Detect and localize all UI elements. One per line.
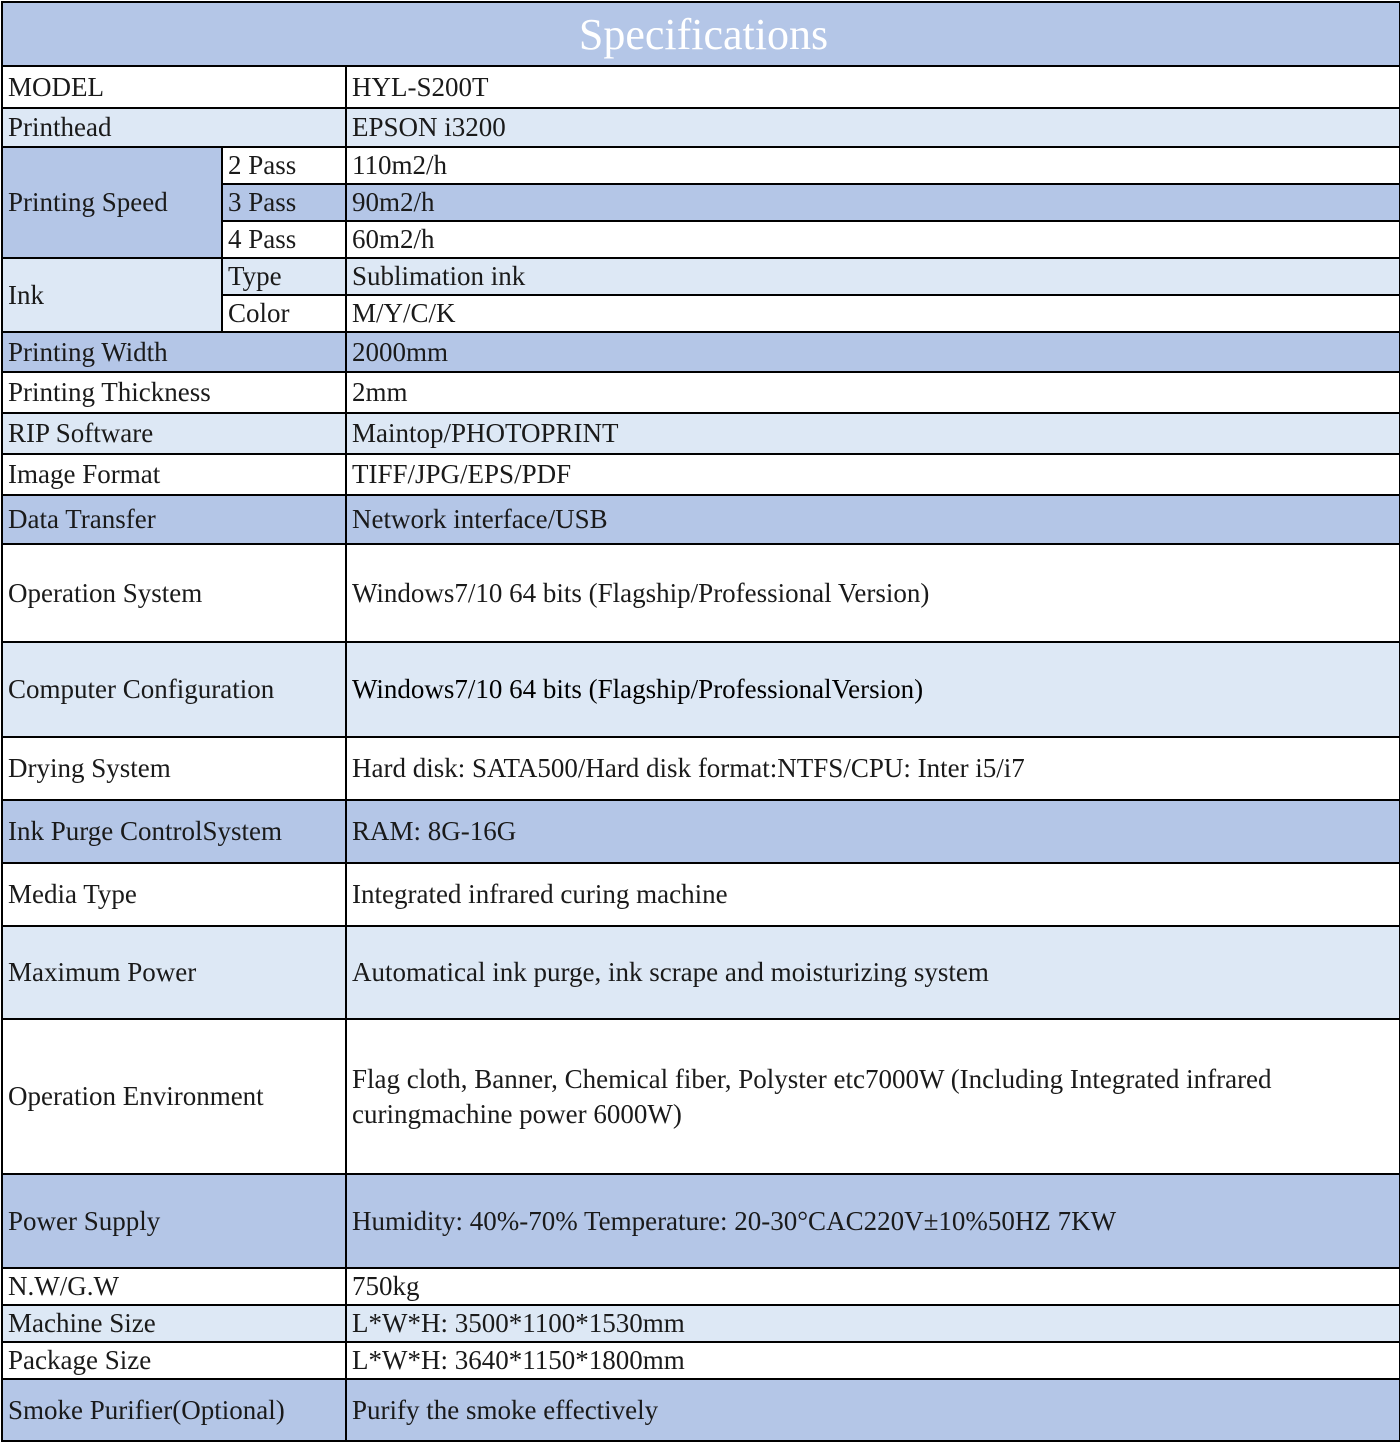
- spec-value: 60m2/h: [346, 221, 1400, 258]
- table-row-rip-software: [2, 413, 1400, 454]
- spec-label: Drying System: [2, 737, 346, 800]
- spec-sublabel: Type: [222, 258, 346, 295]
- spec-sublabel: Color: [222, 295, 346, 332]
- table-row-ink-type: [2, 258, 1400, 295]
- table-row-drying-system: [2, 737, 1400, 800]
- spec-value: 2000mm: [346, 332, 1400, 372]
- spec-label: Smoke Purifier(Optional): [2, 1379, 346, 1441]
- spec-value: M/Y/C/K: [346, 295, 1400, 332]
- spec-label: RIP Software: [2, 413, 346, 454]
- spec-value: TIFF/JPG/EPS/PDF: [346, 454, 1400, 495]
- spec-value: L*W*H: 3640*1150*1800mm: [346, 1342, 1400, 1379]
- spec-value: 2mm: [346, 372, 1400, 413]
- spec-value: 110m2/h: [346, 147, 1400, 184]
- spec-value: Maintop/PHOTOPRINT: [346, 413, 1400, 454]
- spec-value: Flag cloth, Banner, Chemical fiber, Polyster etc7000W (Including Integrated infrared curingmachine power 6000W): [346, 1019, 1400, 1174]
- table-title: Specifications: [2, 2, 1400, 66]
- spec-label: Image Format: [2, 454, 346, 495]
- table-row-machine-size: [2, 1305, 1400, 1342]
- spec-label: Printing Thickness: [2, 372, 346, 413]
- table-row-computer-configuration: [2, 642, 1400, 737]
- spec-value: HYL-S200T: [346, 66, 1400, 108]
- spec-value: Humidity: 40%-70% Temperature: 20-30°CAC220V±10%50HZ 7KW: [346, 1174, 1400, 1268]
- table-row-printing-width: [2, 332, 1400, 372]
- table-row-smoke-purifier: [2, 1379, 1400, 1441]
- spec-value: Hard disk: SATA500/Hard disk format:NTFS/CPU: Inter i5/i7: [346, 737, 1400, 800]
- spec-label: Media Type: [2, 863, 346, 926]
- spec-value: Purify the smoke effectively: [346, 1379, 1400, 1441]
- spec-value: Windows7/10 64 bits (Flagship/Professional Version): [346, 544, 1400, 642]
- spec-label-printing-speed: Printing Speed: [2, 147, 222, 258]
- spec-value: L*W*H: 3500*1100*1530mm: [346, 1305, 1400, 1342]
- spec-value: Automatical ink purge, ink scrape and moisturizing system: [346, 926, 1400, 1019]
- spec-value: EPSON i3200: [346, 108, 1400, 147]
- spec-label: Ink Purge ControlSystem: [2, 800, 346, 863]
- spec-label: Machine Size: [2, 1305, 346, 1342]
- table-row-maximum-power: [2, 926, 1400, 1019]
- table-row-data-transfer: [2, 495, 1400, 544]
- table-row-operation-environment: [2, 1019, 1400, 1174]
- spec-label: MODEL: [2, 66, 346, 108]
- table-header-row: [2, 2, 1400, 66]
- table-row-operation-system: [2, 544, 1400, 642]
- spec-value: Sublimation ink: [346, 258, 1400, 295]
- spec-label: Data Transfer: [2, 495, 346, 544]
- table-row-power-supply: [2, 1174, 1400, 1268]
- specifications-table: [1, 1, 1400, 1442]
- table-row-ink-purge: [2, 800, 1400, 863]
- spec-value: RAM: 8G-16G: [346, 800, 1400, 863]
- spec-label: Printing Width: [2, 332, 346, 372]
- spec-value: Windows7/10 64 bits (Flagship/ProfessionalVersion): [346, 642, 1400, 737]
- table-row-printhead: [2, 108, 1400, 147]
- table-row-package-size: [2, 1342, 1400, 1379]
- spec-label: Power Supply: [2, 1174, 346, 1268]
- spec-label: N.W/G.W: [2, 1268, 346, 1305]
- spec-sublabel: 4 Pass: [222, 221, 346, 258]
- spec-label: Package Size: [2, 1342, 346, 1379]
- table-row-nw-gw: [2, 1268, 1400, 1305]
- spec-sublabel: 2 Pass: [222, 147, 346, 184]
- spec-value: 90m2/h: [346, 184, 1400, 221]
- table-row-model: [2, 66, 1400, 108]
- table-row-printing-thickness: [2, 372, 1400, 413]
- spec-value: 750kg: [346, 1268, 1400, 1305]
- spec-value: Integrated infrared curing machine: [346, 863, 1400, 926]
- spec-label: Operation System: [2, 544, 346, 642]
- spec-label: Printhead: [2, 108, 346, 147]
- spec-label: Computer Configuration: [2, 642, 346, 737]
- table-row-image-format: [2, 454, 1400, 495]
- spec-label-ink: Ink: [2, 258, 222, 332]
- spec-value: Network interface/USB: [346, 495, 1400, 544]
- spec-label: Maximum Power: [2, 926, 346, 1019]
- spec-label: Operation Environment: [2, 1019, 346, 1174]
- table-row-media-type: [2, 863, 1400, 926]
- table-row-printing-speed-2pass: [2, 147, 1400, 184]
- spec-sublabel: 3 Pass: [222, 184, 346, 221]
